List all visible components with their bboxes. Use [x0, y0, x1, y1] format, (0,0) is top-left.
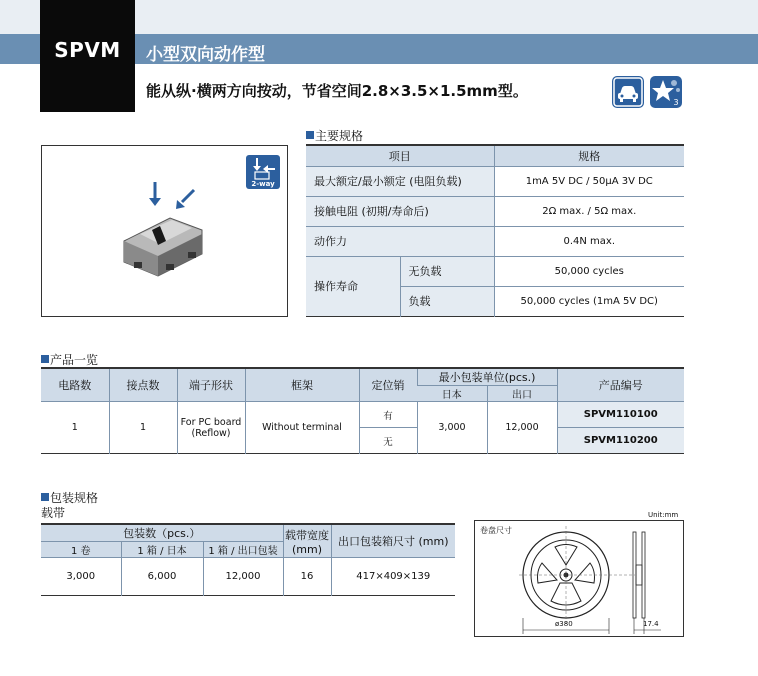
reel-width-label: 17.4	[643, 620, 659, 628]
spec-force-label: 动作力	[306, 226, 494, 256]
spec-load-label: 负载	[400, 286, 494, 316]
bullet-square-icon	[41, 355, 49, 363]
products-section-label: 产品一览	[41, 351, 98, 368]
reel-diagram	[475, 521, 683, 636]
car-icon	[612, 76, 644, 108]
header-qty: 包装数（pcs.）	[41, 524, 283, 542]
table-row	[306, 166, 684, 196]
spec-rating-value: 1mA 5V DC / 50μA 3V DC	[494, 166, 684, 196]
star-number: 3	[673, 98, 679, 107]
header-peg: 定位销	[359, 368, 417, 402]
spec-noload-label: 无负载	[400, 256, 494, 286]
spec-header-item: 项目	[306, 145, 494, 166]
cell-box-size: 417×409×139	[331, 558, 455, 596]
star-icon	[650, 76, 682, 108]
table-row	[41, 402, 684, 428]
header-reel: 1 卷	[41, 542, 121, 558]
header-export: 出口	[487, 386, 557, 402]
header-circuits: 电路数	[41, 368, 109, 402]
spec-life-label: 操作寿命	[306, 256, 400, 316]
header-min-pack: 最小包装单位(pcs.)	[417, 368, 557, 386]
header-box-jp: 1 箱 / 日本	[121, 542, 203, 558]
spec-force-value: 0.4N max.	[494, 226, 684, 256]
reel-diameter-label: ø380	[555, 620, 573, 628]
unit-label: Unit:mm	[648, 511, 679, 519]
header-japan: 日本	[417, 386, 487, 402]
header-contacts: 接点数	[109, 368, 177, 402]
cell-export: 12,000	[487, 402, 557, 454]
cell-box-jp: 6,000	[121, 558, 203, 596]
header-tape-width: 载带宽度 (mm)	[283, 524, 331, 558]
cell-tape-width: 16	[283, 558, 331, 596]
cell-circuits: 1	[41, 402, 109, 454]
spec-rating-label: 最大额定/最小额定 (电阻负载)	[306, 166, 494, 196]
table-row	[306, 226, 684, 256]
product-code: SPVM	[54, 38, 121, 62]
spec-resistance-label: 接触电阻 (初期/寿命后)	[306, 196, 494, 226]
header-frame: 框架	[245, 368, 359, 402]
packing-section-label: 包装规格	[41, 489, 98, 506]
bullet-square-icon	[41, 493, 49, 501]
table-row	[306, 196, 684, 226]
table-row	[41, 558, 455, 596]
two-way-label: 2-way	[251, 180, 275, 188]
cell-japan: 3,000	[417, 402, 487, 454]
header-box-size: 出口包装箱尺寸 (mm)	[331, 524, 455, 558]
table-row	[306, 256, 684, 286]
spec-section-label: 主要规格	[306, 127, 363, 144]
page-title: 小型双向动作型	[146, 45, 265, 65]
header-terminal: 端子形状	[177, 368, 245, 402]
cell-frame: Without terminal	[245, 402, 359, 454]
spec-noload-value: 50,000 cycles	[494, 256, 684, 286]
cell-contacts: 1	[109, 402, 177, 454]
part-number-1: SPVM110100	[557, 402, 684, 428]
cell-terminal: For PC board (Reflow)	[177, 402, 245, 454]
cell-reel: 3,000	[41, 558, 121, 596]
product-table	[41, 367, 684, 454]
part-number-2: SPVM110200	[557, 428, 684, 454]
packing-table	[41, 523, 455, 596]
bullet-square-icon	[306, 131, 314, 139]
header-part-no: 产品编号	[557, 368, 684, 402]
header-box-export: 1 箱 / 出口包装	[203, 542, 283, 558]
reel-size-label: 卷盘尺寸	[480, 526, 512, 535]
packing-sub-label: 载带	[41, 506, 66, 520]
spec-load-value: 50,000 cycles (1mA 5V DC)	[494, 286, 684, 316]
cell-box-export: 12,000	[203, 558, 283, 596]
spec-table	[306, 144, 684, 317]
tagline: 能从纵·横两方向按动，节省空间2.8×3.5×1.5mm型。	[146, 82, 528, 100]
spec-header-value: 规格	[494, 145, 684, 166]
spec-resistance-value: 2Ω max. / 5Ω max.	[494, 196, 684, 226]
cell-peg-no: 无	[359, 428, 417, 454]
cell-peg-yes: 有	[359, 402, 417, 428]
two-way-icon	[246, 155, 280, 189]
